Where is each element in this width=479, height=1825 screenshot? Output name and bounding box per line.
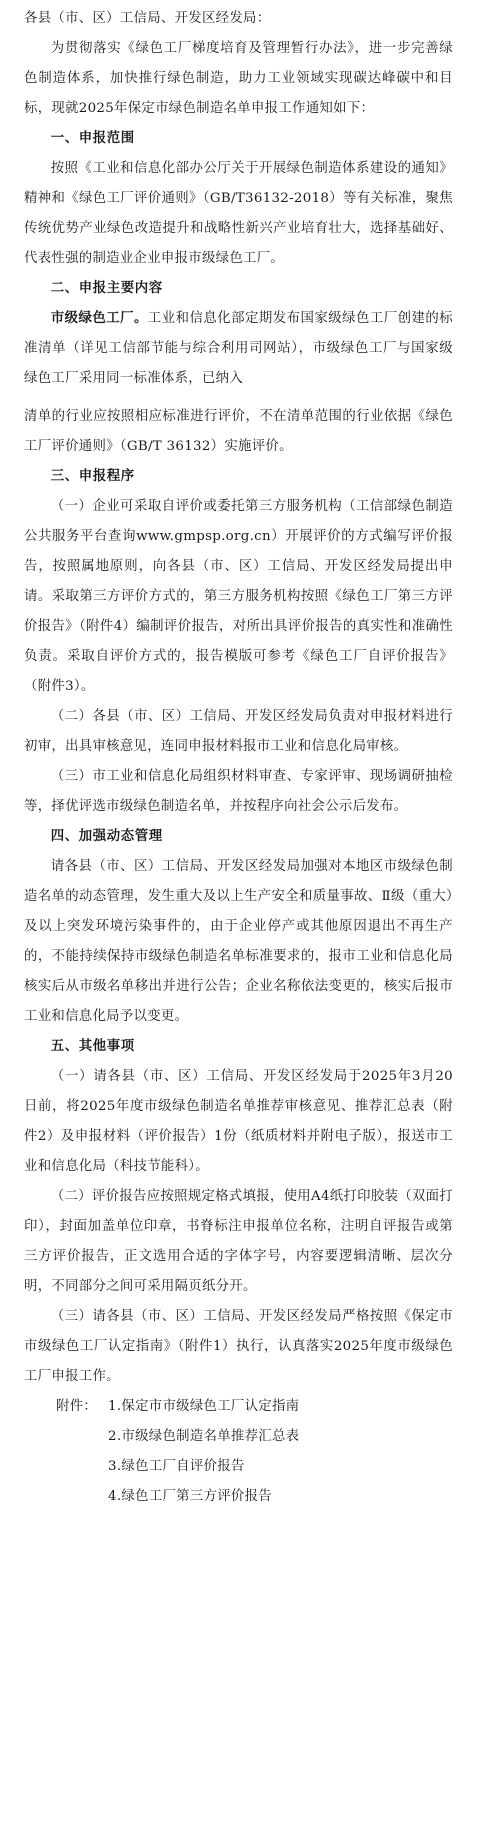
attachment-item: 3.绿色工厂自评价报告 [108, 1459, 245, 1474]
intro-paragraph: 为贯彻落实《绿色工厂梯度培育及管理暂行办法》，进一步完善绿色制造体系，加快推行绿色制造，助力工业领域实现碳达峰碳中和目标，现就2025年保定市绿色制造名单申报工作通知如下： [24, 41, 453, 116]
content-paragraph-continued: 清单的行业应按照相应标准进行评价，不在清单范围的行业依据《绿色工厂评价通则》（GB/T 36132）实施评价。 [24, 409, 453, 454]
section-heading-procedure: 三、申报程序 [50, 469, 135, 484]
scope-paragraph: 按照《工业和信息化部办公厅关于开展绿色制造体系建设的通知》精神和《绿色工厂评价通则》（GB/T36132-2018）等有关标准，聚焦传统优势产业绿色改造提升和战略性新兴产业培育壮大，选择基础好、代表性强的制造业企业申报市级绿色工厂。 [24, 161, 453, 266]
attachments-label: 附件： [56, 1399, 98, 1414]
other-item-1: （一）请各县（市、区）工信局、开发区经发局于2025年3月20日前，将2025年度市级绿色制造名单推荐审核意见、推荐汇总表（附件2）及申报材料（评价报告）1份（纸质材料并附电子版），报送市工业和信息化局（科技节能科）。 [24, 1069, 453, 1174]
attachment-item: 2.市级绿色制造名单推荐汇总表 [108, 1429, 300, 1444]
other-item-2: （二）评价报告应按照规定格式填报，使用A4纸打印胶装（双面打印），封面加盖单位印章，书脊标注申报单位名称，注明自评报告或第三方评价报告，正文选用合适的字体字号，内容要逻辑清晰、层次分明，不同部分之间可采用隔页纸分开。 [24, 1189, 453, 1294]
procedure-item-3: （三）市工业和信息化局组织材料审查、专家评审、现场调研抽检等，择优评选市级绿色制造名单，并按程序向社会公示后发布。 [24, 769, 453, 814]
procedure-item-1: （一）企业可采取自评价或委托第三方服务机构（工信部绿色制造公共服务平台查询www.gmpsp.org.cn）开展评价的方式编写评价报告，按照属地原则，向各县（市、区）工信局、开发区经发局提出申请。采取第三方评价方式的，第三方服务机构按照《绿色工厂第三方评价报告》（附件4）编制评价报告，对所出具评价报告的真实性和准确性负责。采取自评价方式的，报告模版可参考《绿色工厂自评价报告》（附件3）。 [24, 499, 453, 694]
attachment-item: 4.绿色工厂第三方评价报告 [108, 1489, 272, 1504]
management-paragraph: 请各县（市、区）工信局、开发区经发局加强对本地区市级绿色制造名单的动态管理，发生重大及以上生产安全和质量事故、Ⅱ级（重大）及以上突发环境污染事件的，由于企业停产或其他原因退出不再生产的，不能持续保持市级绿色制造名单标准要求的，报市工业和信息化局核实后从市级名单移出并进行公告；企业名称依法变更的，核实后报市工业和信息化局予以变更。 [24, 859, 453, 1024]
section-heading-other: 五、其他事项 [50, 1039, 135, 1054]
section-heading-scope: 一、申报范围 [50, 131, 135, 146]
content-text: 工业和信息化部定期发布国家级绿色工厂创建的标准清单（详见工信部节能与综合利用司网站），市级绿色工厂与国家级绿色工厂采用同一标准体系，已纳入 [24, 311, 453, 386]
other-item-3: （三）请各县（市、区）工信局、开发区经发局严格按照《保定市市级绿色工厂认定指南》（附件1）执行，认真落实2025年度市级绿色工厂申报工作。 [24, 1309, 453, 1384]
section-heading-content: 二、申报主要内容 [50, 281, 163, 296]
content-lead: 市级绿色工厂。 [50, 311, 148, 326]
attachments-list [24, 1392, 453, 1512]
procedure-item-2: （二）各县（市、区）工信局、开发区经发局负责对申报材料进行初审，出具审核意见，连同申报材料报市工业和信息化局审核。 [24, 709, 453, 754]
section-heading-management: 四、加强动态管理 [50, 829, 163, 844]
attachment-item: 1.保定市市级绿色工厂认定指南 [108, 1399, 300, 1414]
salutation: 各县（市、区）工信局、开发区经发局： [24, 11, 271, 26]
content-paragraph [24, 304, 453, 394]
